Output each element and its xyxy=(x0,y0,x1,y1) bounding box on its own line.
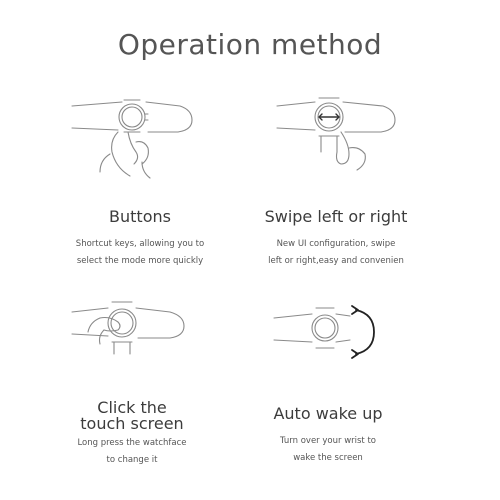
watch-icon xyxy=(108,309,136,337)
touch-heading: Click the touch screen xyxy=(80,398,184,433)
buttons-description: Shortcut keys, allowing you to select the mode more quickly xyxy=(75,239,205,266)
touch-description: Long press the watchface to change it xyxy=(77,438,187,465)
buttons-illustration xyxy=(70,92,200,182)
swipe-description: New UI configuration, swipe left or right,easy and convenien xyxy=(268,239,404,266)
buttons-heading: Buttons xyxy=(109,207,171,226)
wake-heading: Auto wake up xyxy=(273,404,383,423)
touch-illustration xyxy=(70,292,200,382)
swipe-heading: Swipe left or right xyxy=(264,207,408,226)
watch-icon xyxy=(312,315,338,341)
swipe-illustration xyxy=(275,92,405,182)
page-title: Operation method xyxy=(117,28,383,61)
wake-illustration xyxy=(272,300,402,380)
wake-description: Turn over your wrist to wake the screen xyxy=(280,436,376,463)
watch-icon xyxy=(119,104,145,130)
